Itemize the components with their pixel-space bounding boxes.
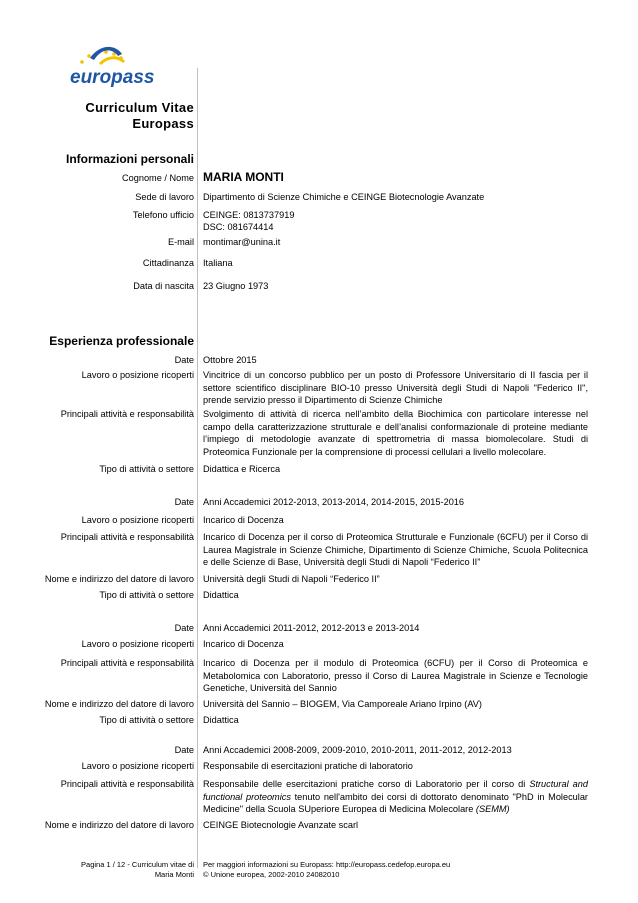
value-email[interactable]: montimar@unina.it — [203, 237, 281, 247]
label-name: Cognome / Nome — [121, 173, 194, 183]
label-date: Date — [174, 745, 194, 755]
value-phone-2: DSC: 081674414 — [203, 222, 274, 232]
value-activities: Svolgimento di attività di ricerca nell’ambito della Biochimica con particolare interesse nel campo della caratterizzazione strutturale e dell’analisi conformazionale di proteine mediante l’impiego di metodologie avanzate di spettrometria di massa biomolecolare. Studi di Proteomica Funzionale per la comprensione di processi cellulari a livello molecolare. — [203, 409, 588, 457]
value-name: MARIA MONTI — [203, 170, 284, 184]
value-sector: Didattica — [203, 715, 239, 725]
label-birthdate: Data di nascita — [133, 281, 194, 291]
value-sector: Didattica e Ricerca — [203, 464, 281, 474]
label-employer: Nome e indirizzo del datore di lavoro — [44, 699, 194, 709]
activities-text-c: tenuto nell'ambito dei corsi di dottorato denominato "PhD in Molecular Medicine" della Scuola SUperiore Europea di Medicina Molecolare — [203, 791, 588, 814]
value-date: Anni Accademici 2012-2013, 2013-2014, 2014-2015, 2015-2016 — [203, 497, 465, 507]
value-activities: Incarico di Docenza per il corso di Proteomica Strutturale e Funzionale (6CFU) per il Corso di Laurea Magistrale in Scienze Chimiche, Dipartimento di Scienze Chimiche, Scuola Politecnica e delle Scienze di Base, Università degli Studi di Napoli “Federico II” — [203, 532, 588, 567]
label-citizenship: Cittadinanza — [142, 258, 194, 268]
value-birthdate: 23 Giugno 1973 — [203, 281, 269, 291]
footer-page-line1: Pagina 1 / 12 - Curriculum vitae di — [81, 860, 194, 869]
label-workplace: Sede di lavoro — [135, 192, 194, 202]
section-personal-info: Informazioni personali — [65, 152, 194, 166]
value-employer: CEINGE Biotecnologie Avanzate scarl — [203, 820, 359, 830]
label-role: Lavoro o posizione ricoperti — [81, 515, 194, 525]
cv-title: Curriculum Vitae — [85, 100, 194, 115]
label-activities: Principali attività e responsabilità — [60, 779, 194, 789]
activities-text-a: Responsabile delle esercitazioni pratiche corso di Laboratorio per il corso di — [203, 779, 530, 789]
europass-logo — [60, 36, 180, 96]
footer-info-line2: © Unione europea, 2002-2010 24082010 — [203, 870, 340, 879]
label-phone: Telefono ufficio — [132, 210, 194, 220]
activities-semm: (SEMM) — [475, 804, 510, 814]
label-activities: Principali attività e responsabilità — [60, 658, 194, 668]
label-date: Date — [174, 497, 194, 507]
label-activities: Principali attività e responsabilità — [60, 532, 194, 542]
label-sector: Tipo di attività o settore — [99, 464, 194, 474]
label-employer: Nome e indirizzo del datore di lavoro — [44, 574, 194, 584]
value-role: Vincitrice di un concorso pubblico per un posto di Professore Universitario di II fascia per il settore scientifico disciplinare BIO-10 presso Università degli Studi di Napoli "Federico II", prende servizio presso il Dipartimento di Scienze Chimiche — [203, 370, 588, 405]
label-email: E-mail — [167, 237, 194, 247]
value-date: Anni Accademici 2011-2012, 2012-2013 e 2013-2014 — [203, 623, 420, 633]
footer-page-line2: Maria Monti — [154, 870, 194, 879]
value-workplace: Dipartimento di Scienze Chimiche e CEINGE Biotecnologie Avanzate — [203, 192, 485, 202]
label-sector: Tipo di attività o settore — [99, 590, 194, 600]
label-employer: Nome e indirizzo del datore di lavoro — [44, 820, 194, 830]
label-activities: Principali attività e responsabilità — [60, 409, 194, 419]
logo-text: europass — [70, 67, 155, 88]
label-role: Lavoro o posizione ricoperti — [81, 370, 194, 380]
label-date: Date — [174, 355, 194, 365]
section-experience: Esperienza professionale — [49, 334, 194, 348]
footer-page-info — [44, 860, 194, 880]
label-sector: Tipo di attività o settore — [99, 715, 194, 725]
footer-info-line1[interactable]: Per maggiori informazioni su Europass: http://europass.cedefop.europa.eu — [203, 860, 451, 869]
label-date: Date — [174, 623, 194, 633]
label-role: Lavoro o posizione ricoperti — [81, 761, 194, 771]
value-employer: Università degli Studi di Napoli “Federico II” — [203, 574, 380, 584]
value-activities — [203, 778, 588, 816]
footer-europass-info — [203, 860, 450, 880]
value-activities: Incarico di Docenza per il modulo di Proteomica (6CFU) per il Corso di Proteomica e Metabolomica con Laboratorio, presso il Corso di Laurea Magistrale in Scienze e Tecnologie Genetiche, Università del Sannio — [203, 658, 588, 693]
value-role: Responsabile di esercitazioni pratiche di laboratorio — [203, 761, 413, 771]
value-employer: Università del Sannio – BIOGEM, Via Camporeale Ariano Irpino (AV) — [203, 699, 482, 709]
value-date: Ottobre 2015 — [203, 355, 257, 365]
activities-course-name: Structural and functional proteomics — [203, 779, 588, 802]
label-role: Lavoro o posizione ricoperti — [81, 639, 194, 649]
value-role: Incarico di Docenza — [203, 515, 284, 525]
value-citizenship: Italiana — [203, 258, 233, 268]
column-divider — [197, 68, 198, 868]
value-sector: Didattica — [203, 590, 239, 600]
cv-subtitle: Europass — [132, 116, 194, 131]
value-phone-1: CEINGE: 0813737919 — [203, 210, 295, 220]
value-role: Incarico di Docenza — [203, 639, 284, 649]
value-date: Anni Accademici 2008-2009, 2009-2010, 2010-2011, 2011-2012, 2012-2013 — [203, 745, 512, 755]
